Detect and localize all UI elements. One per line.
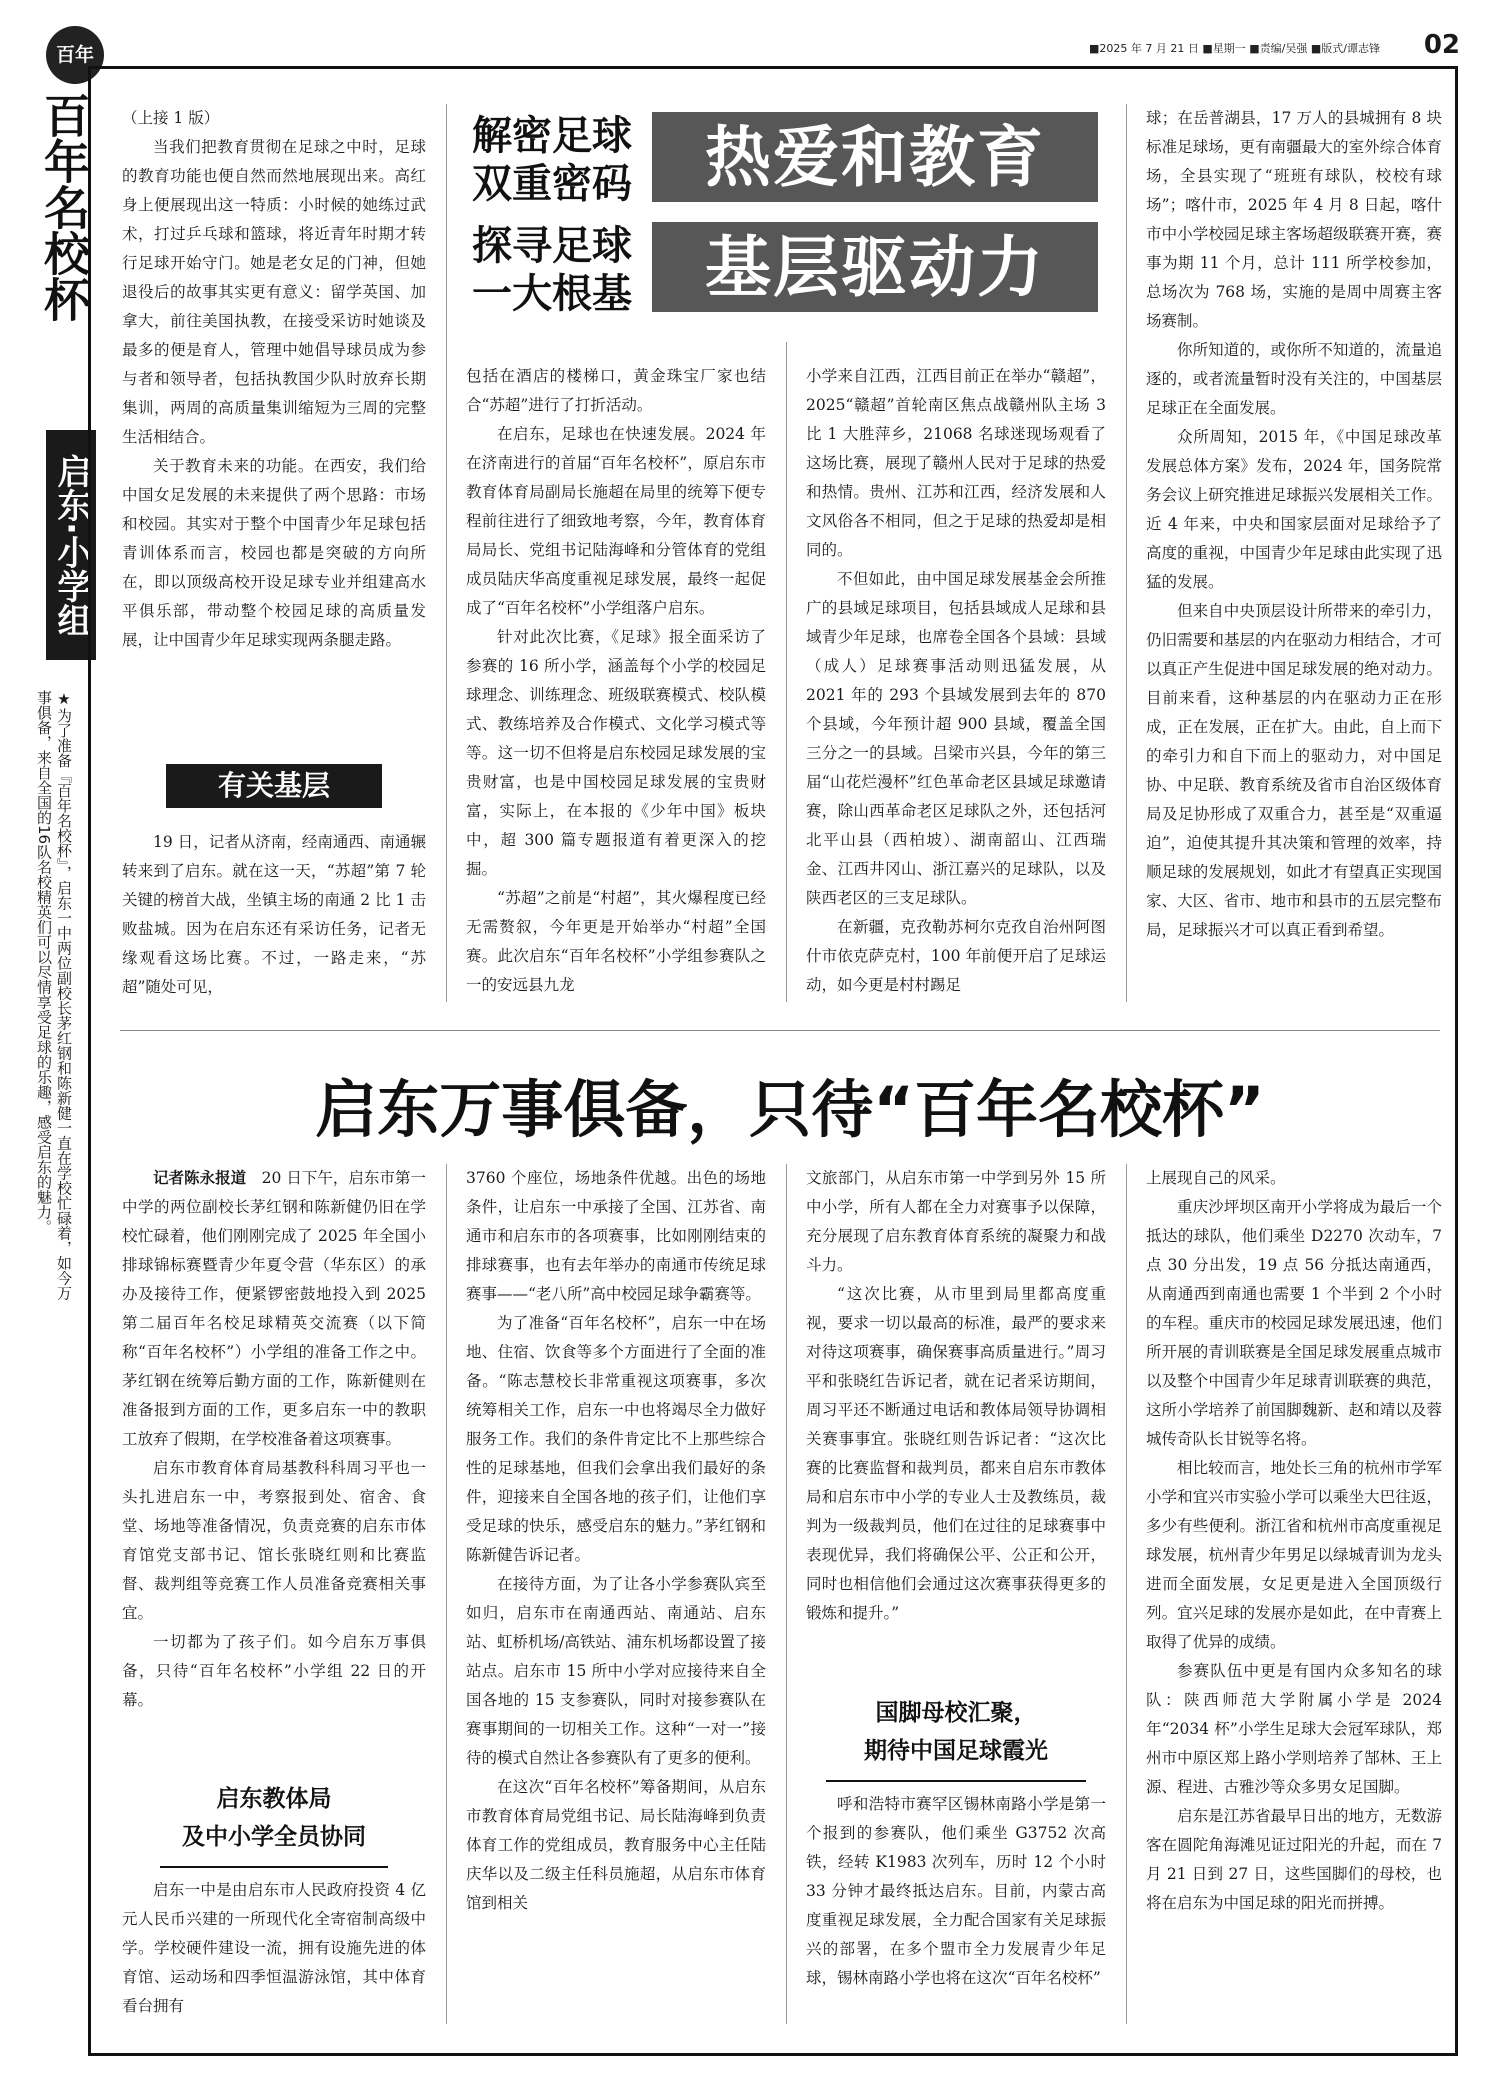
article-separator [120, 1030, 1440, 1031]
layout-designer: 版式/谭志锋 [1321, 42, 1380, 55]
column-rule [786, 1164, 787, 2024]
paragraph: 启东一中是由启东市人民政府投资 4 亿元人民币兴建的一所现代化全寄宿制高级中学。学校硬件建设一流，拥有设施先进的体育馆、运动场和四季恒温游泳馆，其中体育看台拥有 [122, 1881, 426, 2015]
section-band: 启东·小学组 [46, 430, 96, 660]
bottom-article-col3b [806, 1790, 1106, 2026]
column-rule [1126, 104, 1127, 1002]
paragraph: 呼和浩特市赛罕区锡林南路小学是第一个报到的参赛队，他们乘坐 G3752 次高铁，经转 K1983 次列车，历时 12 个小时 33 分钟才最终抵达启东。目前，内蒙古高度重视足球发展，全力配合国家有关足球振兴的部署，在多个盟市全力发展青少年足球，锡林南路小学也将在这次“百年名校杯” [806, 1795, 1106, 1987]
bottom-article-col4 [1146, 1164, 1442, 2026]
paragraph: 小学来自江西，江西目前正在举办“赣超”，2025“赣超”首轮南区焦点战赣州队主场 3 比 1 大胜萍乡，21068 名球迷现场观看了这场比赛，展现了赣州人民对于足球的热爱和热情。贵州、江苏和江西，经济发展和人文风俗各不相同，但之于足球的热爱却是相同的。 [806, 367, 1106, 559]
paragraph: “苏超”之前是“村超”，其火爆程度已经无需赘叙，今年更是开始举办“村超”全国赛。此次启东“百年名校杯”小学组参赛队之一的安远县九龙 [466, 889, 766, 994]
continued-note: （上接 1 版） [122, 109, 220, 127]
bottom-article-col2 [466, 1164, 766, 2026]
top-article-col4 [1146, 104, 1442, 1004]
headline-left-2: 探寻足球一大根基 [472, 222, 632, 317]
byline: 记者陈永报道 [153, 1169, 247, 1187]
section-note: ★为了准备『百年名校杯』，启东一中两位副校长茅红钢和陈新健一直在学校忙碌着，如今万事俱备，来自全国的16队名校精英们可以尽情享受足球的乐趣，感受启东的魅力。 [35, 690, 73, 1301]
subhead-underline [160, 1866, 388, 1868]
paragraph: 3760 个座位，场地条件优越。出色的场地条件，让启东一中承接了全国、江苏省、南通市和启东市的各项赛事，比如刚刚结束的排球赛事，也有去年举办的南通市传统足球赛事——“老八所”高中校园足球争霸赛等。 [466, 1169, 766, 1303]
column-rule [1126, 1164, 1127, 2024]
editor: 责编/吴强 [1259, 42, 1308, 55]
paragraph: 20 日下午，启东市第一中学的两位副校长茅红钢和陈新健仍旧在学校忙碌着，他们刚刚完成了 2025 年全国小排球锦标赛暨青少年夏令营（华东区）的承办及接待工作，便紧锣密鼓地投入到 2025 第二届百年名校足球精英交流赛（以下简称“百年名校杯”）小学组的准备工作之中。茅红钢在统筹后勤方面的工作，陈新健则在准备报到方面的工作，更多启东一中的教职工放弃了假期，在学校准备着这项赛事。 [122, 1169, 426, 1448]
paragraph: 在接待方面，为了让各小学参赛队宾至如归，启东市在南通西站、南通站、启东站、虹桥机场/高铁站、浦东机场都设置了接站点。启东市 15 所中小学对应接待来自全国各地的 15 支参赛队，同时对接参赛队在赛事期间的一切相关工作。这种“一对一”接待的模式自然让各参赛队有了更多的便利。 [466, 1575, 766, 1767]
paragraph: 上展现自己的风采。 [1146, 1169, 1286, 1187]
headline-right-1: 热爱和教育 [652, 112, 1098, 202]
newspaper-logo: 百年 [46, 26, 104, 84]
paragraph: 一切都为了孩子们。如今启东万事俱备，只待“百年名校杯”小学组 22 日的开幕。 [122, 1633, 426, 1709]
bottom-article-col3 [806, 1164, 1106, 1678]
section-label-grassroots: 有关基层 [166, 764, 382, 808]
section-title: 百年名校杯 [37, 92, 91, 322]
paragraph: 启东是江苏省最早日出的地方，无数游客在圆陀角海滩见证过阳光的升起，而在 7 月 21 日到 27 日，这些国脚们的母校，也将在启东为中国足球的阳光而拼搏。 [1146, 1807, 1442, 1912]
subhead-underline [826, 1780, 1086, 1782]
paragraph: 不但如此，由中国足球发展基金会所推广的县域足球项目，包括县域成人足球和县域青少年足球，也席卷全国各个县域：县域（成人）足球赛事活动则迅猛发展，从 2021 年的 293 个县域发展到去年的 870 个县域，今年预计超 900 县域，覆盖全国三分之一的县域。吕梁市兴县，今年的第三届“山花烂漫杯”红色革命老区县域足球邀请赛，除山西革命老区足球队之外，还包括河北平山县（西柏坡）、湖南韶山、江西瑞金、江西井冈山、浙江嘉兴的足球队，以及陕西老区的三支足球队。 [806, 570, 1106, 907]
top-article-col1 [122, 104, 426, 744]
paragraph: 启东市教育体育局基教科科周习平也一头扎进启东一中，考察报到处、宿舍、食堂、场地等准备情况，负责竞赛的启东市体育馆党支部书记、馆长张晓红则和比赛监督、裁判组等竞赛工作人员准备竞赛相关事宜。 [122, 1459, 426, 1622]
paragraph: 针对此次比赛，《足球》报全面采访了参赛的 16 所小学，涵盖每个小学的校园足球理念、训练理念、班级联赛模式、校队模式、教练培养及合作模式、文化学习模式等等。这一切不但将是启东校园足球发展的宝贵财富，也是中国校园足球发展的宝贵财富，实际上，在本报的《少年中国》板块中，超 300 篇专题报道有着更深入的挖掘。 [466, 628, 766, 878]
headline-left-1: 解密足球双重密码 [472, 112, 632, 207]
paragraph: 在这次“百年名校杯”筹备期间，从启东市教育体育局党组书记、局长陆海峰到负责体育工作的党组成员，教育服务中心主任陆庆华以及二级主任科员施超，从启东市体育馆到相关 [466, 1778, 766, 1912]
paragraph: 但来自中央顶层设计所带来的牵引力，仍旧需要和基层的内在驱动力相结合，才可以真正产生促进中国足球发展的绝对动力。目前来看，这种基层的内在驱动力正在形成，正在发展，正在扩大。由此，自上而下的牵引力和自下而上的驱动力，对中国足协、中足联、教育系统及省市自治区级体育局及足协形成了双重合力，甚至是“双重逼迫”，迫使其提升其决策和管理的效率，持顺足球的发展规划，如此才有望真正实现国家、大区、省市、地市和县市的五层完整布局，足球振兴才可以真正看到希望。 [1146, 602, 1442, 939]
page-info: ■2025 年 7 月 21 日 ■星期一 ■责编/吴强 ■版式/谭志锋 [1089, 42, 1380, 55]
paragraph: 关于教育未来的功能。在西安，我们给中国女足发展的未来提供了两个思路：市场和校园。其实对于整个中国青少年足球包括青训体系而言，校园也都是突破的方向所在，即以顶级高校开设足球专业并组建高水平俱乐部，带动整个校园足球的高质量发展，让中国青少年足球实现两条腿走路。 [122, 457, 426, 649]
paragraph: 19 日，记者从济南，经南通西、南通辗转来到了启东。就在这一天，“苏超”第 7 轮关键的榜首大战，坐镇主场的南通 2 比 1 击败盐城。因为在启东还有采访任务，记者无缘观看这场比赛。不过，一路走来，“苏超”随处可见， [122, 833, 426, 996]
paragraph: “这次比赛，从市里到局里都高度重视，要求一切以最高的标准，最严的要求来对待这项赛事，确保赛事高质量进行。”周习平和张晓红告诉记者，就在记者采访期间，周习平还不断通过电话和教体局领导协调相关赛事事宜。张晓红则告诉记者：“这次比赛的比赛监督和裁判员，都来自启东市教体局和启东市中小学的专业人士及教练员，裁判为一级裁判员，他们在过往的足球赛事中表现优异，我们将确保公平、公正和公开，同时也相信他们会通过这次赛事获得更多的锻炼和提升。” [806, 1285, 1106, 1622]
paragraph: 球；在岳普湖县，17 万人的县城拥有 8 块标准足球场，更有南疆最大的室外综合体育场，全县实现了“班班有球队，校校有球场”；喀什市，2025 年 4 月 8 日起，喀什市中小学校园足球主客场超级联赛开赛，赛事为期 11 个月，总计 111 所学校参加，总场次为 768 场，实施的是周中周赛主客场赛制。 [1146, 109, 1442, 330]
paragraph: 在新疆，克孜勒苏柯尔克孜自治州阿图什市依克萨克村，100 年前便开启了足球运动，如今更是村村踢足 [806, 918, 1106, 994]
paragraph: 众所周知，2015 年，《中国足球改革发展总体方案》发布，2024 年，国务院常务会议上研究推进足球振兴发展相关工作。近 4 年来，中央和国家层面对足球给予了高度的重视，中国青少年足球由此实现了迅猛的发展。 [1146, 428, 1442, 591]
paragraph: 参赛队伍中更是有国内众多知名的球队：陕西师范大学附属小学是 2024 年“2034 杯”小学生足球大会冠军球队，郑州市中原区郑上路小学则培养了郜林、王上源、程进、古雅沙等众多男女足国脚。 [1146, 1662, 1442, 1796]
headline-right-2: 基层驱动力 [652, 222, 1098, 312]
main-title: 启东万事俱备，只待“百年名校杯” [315, 1073, 1265, 1146]
subhead-coordination: 启东教体局 及中小学全员协同 [182, 1786, 366, 1850]
paragraph: 当我们把教育贯彻在足球之中时，足球的教育功能也便自然而然地展现出来。高红身上便展现出这一特质：小时候的她练过武术，打过乒乓球和篮球，将近青年时期才转行足球开始守门。她是老女足的门神，但她退役后的故事其实更有意义：留学英国、加拿大，前往美国执教，在接受采访时她谈及最多的便是育人，管理中她倡导球员成为参与者和领导者，包括执教国少队时放弃长期集训，两周的高质量集训缩短为三周的完整生活相结合。 [122, 138, 426, 446]
top-article-col2 [466, 362, 766, 1004]
subhead-national-players: 国脚母校汇聚， 期待中国足球霞光 [864, 1700, 1048, 1764]
paragraph: 在启东，足球也在快速发展。2024 年在济南进行的首届“百年名校杯”，原启东市教育体育局副局长施超在局里的统筹下便专程前往进行了细致地考察，今年，教育体育局局长、党组书记陆海峰和分管体育的党组成员陆庆华高度重视足球发展，最终一起促成了“百年名校杯”小学组落户启东。 [466, 425, 766, 617]
page-number: 02 [1423, 30, 1460, 60]
top-article-col3 [806, 362, 1106, 1004]
paragraph: 你所知道的，或你所不知道的，流量追逐的，或者流量暂时没有关注的，中国基层足球正在全面发展。 [1146, 341, 1442, 417]
weekday: 星期一 [1212, 42, 1246, 55]
paragraph: 包括在酒店的楼梯口，黄金珠宝厂家也结合“苏超”进行了打折活动。 [466, 367, 766, 414]
issue-date: 2025 年 7 月 21 日 [1099, 42, 1199, 55]
paragraph: 文旅部门，从启东市第一中学到另外 15 所中小学，所有人都在全力对赛事予以保障，充分展现了启东教育体育系统的凝聚力和战斗力。 [806, 1169, 1106, 1274]
top-article-col1b [122, 828, 426, 1003]
bottom-article-col1b [122, 1876, 426, 2024]
column-rule [446, 1164, 447, 2024]
paragraph: 为了准备“百年名校杯”，启东一中在场地、住宿、饮食等多个方面进行了全面的准备。“陈志慧校长非常重视这项赛事，多次统筹相关工作，启东一中也将竭尽全力做好服务工作。我们的条件肯定比不上那些综合性的足球基地，但我们会拿出我们最好的条件，迎接来自全国各地的孩子们，让他们享受足球的快乐，感受启东的魅力。”茅红钢和陈新健告诉记者。 [466, 1314, 766, 1564]
bottom-article-col1 [122, 1164, 426, 1764]
column-rule [786, 342, 787, 1002]
column-rule [446, 104, 447, 1002]
paragraph: 重庆沙坪坝区南开小学将成为最后一个抵达的球队，他们乘坐 D2270 次动车，7 点 30 分出发，19 点 56 分抵达南通西，从南通西到南通也需要 1 个半到 2 个小时的车程。重庆市的校园足球发展迅速，他们所开展的青训联赛是全国足球发展重点城市以及整个中国青少年足球青训联赛的典范，这所小学培养了前国脚魏新、赵和靖以及蓉城传奇队长甘锐等名将。 [1146, 1198, 1442, 1448]
paragraph: 相比较而言，地处长三角的杭州市学军小学和宜兴市实验小学可以乘坐大巴往返，多少有些便利。浙江省和杭州市高度重视足球发展，杭州青少年男足以绿城青训为龙头进而全面发展，女足更是进入全国顶级行列。宜兴足球的发展亦是如此，在中青赛上取得了优异的成绩。 [1146, 1459, 1442, 1651]
